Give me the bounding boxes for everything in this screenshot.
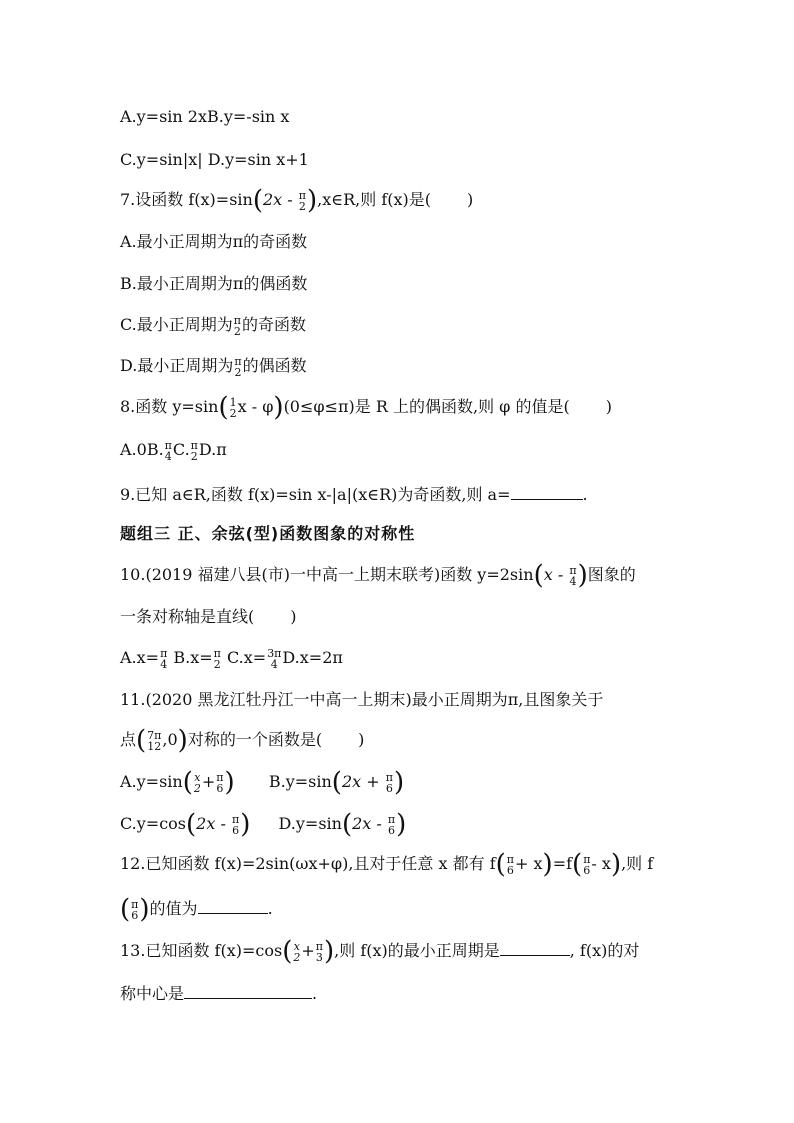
plus-sign: + [301,941,315,960]
q11-option-c: C.y=cos [120,814,187,833]
q6-option-cd-text: C.y=sin|x| D.y=sin x+1 [120,150,309,169]
q7-option-c-tail: 的奇函数 [242,315,307,334]
frac-num: π [234,354,242,368]
frac-den: 2 [234,365,242,379]
fraction-pi-over-2 [234,356,241,378]
q8-arg: x - φ [237,397,274,416]
q10-options [120,646,343,670]
fraction-7pi-over-12 [147,730,161,752]
q10-stem-line2 [120,605,297,629]
frac-den: 4 [569,574,577,588]
paren-right: ) [393,767,405,798]
q12-end: . [267,899,273,918]
q9-stem [120,481,588,507]
frac-den: 2 [233,324,241,338]
frac-den: 2 [229,406,237,420]
q13-stem-mid: ,则 f(x)的最小正周期是 [334,941,500,960]
q10-stem-text: 10.(2019 福建八县(市)一中高一上期末联考)函数 y=2sin [120,565,534,584]
frac-num: π [506,852,515,866]
fraction-pi-over-6 [507,854,514,876]
q7-stem [120,185,474,216]
frac-den: 3 [315,950,323,964]
q11-stem-text: 11.(2020 黑龙江牡丹江一中高一上期末)最小正周期为π,且图象关于 [120,690,604,709]
q13-stem-line2 [120,980,317,1006]
q12-equals-f: =f [552,854,573,873]
q11-answer-paren: ) [358,730,365,749]
fraction-x-over-2 [293,941,300,963]
q11-option-d: D.y=sin [278,814,342,833]
q8-options-c: C. [172,440,190,459]
frac-num: π [131,897,139,911]
fraction-pi-over-4 [165,440,172,462]
q11-stem [120,688,603,712]
fraction-pi-over-3 [316,941,323,963]
frac-num: π [387,812,396,826]
paren-right: ) [577,560,588,591]
paren-left: ( [252,185,263,216]
q7-arg: 2x - [262,190,293,209]
fraction-pi-over-6 [386,772,393,794]
paren-right: ) [224,767,235,798]
paren-right: ) [273,392,284,423]
q12-stem-tail: ,则 f [621,854,654,873]
fraction-pi-over-2 [299,190,306,212]
paren-right: ) [177,725,188,756]
q7-option-d-text: D.最小正周期为 [120,356,234,375]
section-3-title: 题组三 正、余弦(型)函数图象的对称性 [120,524,416,543]
frac-num: π [385,770,393,784]
q10-option-c: C.x= [221,648,267,667]
q12-stem-line2 [120,894,273,925]
section-3-heading [120,522,415,546]
fraction-pi-over-2 [191,440,198,462]
frac-den: 2 [193,781,201,795]
frac-num: 1 [229,395,237,409]
frac-num: x [293,939,300,953]
frac-num: π [190,438,198,452]
q7-option-b-text: B.最小正周期为π的偶函数 [120,274,308,293]
fraction-pi-over-4 [160,648,167,670]
paren-left: ( [331,767,342,798]
q12-stem-text: 12.已知函数 f(x)=2sin(ωx+φ),且对于任意 x 都有 f [120,854,496,873]
q11-stem-line2 [120,725,365,756]
fraction-pi-over-6 [232,814,239,836]
paren-left: ( [341,809,353,840]
paren-left: ( [186,809,197,840]
fraction-pi-over-4 [569,565,576,587]
paren-left: ( [495,849,506,880]
q10-option-b: B.x= [168,648,213,667]
q8-answer-paren: ) [605,397,612,416]
q10-arg: x - [543,565,564,584]
frac-den: 6 [506,863,514,877]
q6-options-cd [120,148,309,172]
q6-option-ab-text: A.y=sin 2xB.y=-sin x [120,107,290,126]
q7-option-c-text: C.最小正周期为 [120,315,233,334]
fraction-pi-over-6 [583,854,590,876]
q11-option-d-arg: 2x - [352,814,382,833]
fraction-pi-over-2 [234,315,241,337]
q12-arg-1: + x [515,854,543,873]
q13-line2-text: 称中心是 [120,984,185,1003]
frac-den: 4 [160,657,168,671]
q8-options-text: A.0B. [120,440,164,459]
q12-line2-text: 的值为 [149,899,198,918]
fraction-pi-over-2 [214,648,221,670]
frac-den: 2 [298,199,306,213]
frac-num: π [213,646,221,660]
frac-num: π [164,438,172,452]
fraction-3pi-over-4 [267,648,281,670]
q10-line2-text: 一条对称轴是直线( [120,607,255,626]
q6-options-ab [120,105,289,129]
paren-right: ) [610,849,622,880]
paren-left: ( [533,560,544,591]
q7-stem-tail: ,x∈R,则 f(x)是( [317,190,432,209]
frac-den: 6 [388,823,396,837]
paren-left: ( [572,849,583,880]
paren-left: ( [120,894,131,925]
frac-den: 6 [131,908,139,922]
frac-den: 4 [164,449,172,463]
frac-den: 2 [190,449,198,463]
q12-answer-blank[interactable] [198,895,268,914]
frac-num: π [583,852,591,866]
frac-den: 6 [385,781,393,795]
frac-den: 6 [216,781,224,795]
q10-option-a: A.x= [120,648,160,667]
fraction-pi-over-6 [131,899,138,921]
frac-num: 7π [147,728,162,742]
frac-den: 6 [583,863,591,877]
frac-num: π [569,563,577,577]
frac-num: 3π [267,646,282,660]
q13-end: . [312,984,318,1003]
q11-line2-tail: 对称的一个函数是( [187,730,323,749]
frac-num: π [298,188,307,202]
q13-stem [120,936,640,967]
q11-option-a: A.y=sin [120,772,183,791]
q7-option-c [120,313,306,337]
frac-num: π [315,939,323,953]
q8-stem-tail: (0≤φ≤π)是 R 上的偶函数,则 φ 的值是( [283,397,570,416]
paren-right: ) [139,894,150,925]
q8-stem [120,392,612,423]
frac-num: π [216,770,224,784]
q10-stem [120,560,636,591]
q7-option-a-text: A.最小正周期为π的奇函数 [120,232,308,251]
frac-num: π [231,812,240,826]
plus-sign: + [201,772,216,791]
paren-left: ( [218,392,229,423]
q11-options-cd [120,809,407,840]
fraction-x-over-2 [194,772,201,794]
q13-center-blank[interactable] [184,980,312,999]
q8-stem-text: 8.函数 y=sin [120,397,219,416]
q12-arg-2: - x [591,854,611,873]
paren-left: ( [282,936,293,967]
q8-options [120,438,227,462]
q10-answer-paren: ) [290,607,297,626]
frac-den: 2 [293,950,301,964]
paren-right: ) [307,185,318,216]
q13-period-blank[interactable] [500,937,570,956]
fraction-1-over-2 [230,397,237,419]
q7-answer-paren: ) [467,190,474,209]
q9-end: . [582,485,588,504]
q11-option-b-arg: 2x + [341,772,380,791]
paren-left: ( [182,767,193,798]
frac-num: π [233,313,241,327]
q8-options-d: D.π [198,440,227,459]
frac-num: π [160,646,168,660]
q11-point-y: ,0 [162,730,178,749]
frac-den: 2 [213,657,221,671]
paren-right: ) [240,809,251,840]
q7-option-d-tail: 的偶函数 [242,356,307,375]
q7-option-b [120,272,307,296]
paren-left: ( [136,725,147,756]
q10-option-d: D.x=2π [282,648,343,667]
q7-option-a [120,230,307,254]
paren-right: ) [396,809,407,840]
q12-stem [120,849,654,880]
q11-point-label: 点 [120,730,137,749]
frac-den: 4 [270,657,278,671]
q11-option-b: B.y=sin [268,772,332,791]
q13-stem-tail: , f(x)的对 [569,941,640,960]
q9-stem-text: 9.已知 a∈R,函数 f(x)=sin x-|a|(x∈R)为奇函数,则 a= [120,485,511,504]
q13-stem-text: 13.已知函数 f(x)=cos [120,941,283,960]
frac-den: 12 [147,739,162,753]
q9-answer-blank[interactable] [511,481,583,500]
fraction-pi-over-6 [216,772,223,794]
fraction-pi-over-6 [388,814,395,836]
q7-option-d [120,354,307,378]
q11-option-c-arg: 2x - [196,814,226,833]
q11-options-ab [120,767,405,798]
q7-stem-text: 7.设函数 f(x)=sin [120,190,253,209]
paren-right: ) [542,849,553,880]
frac-den: 6 [232,823,240,837]
q10-stem-tail: 图象的 [587,565,636,584]
paren-right: ) [323,936,335,967]
frac-num: x [194,770,201,784]
